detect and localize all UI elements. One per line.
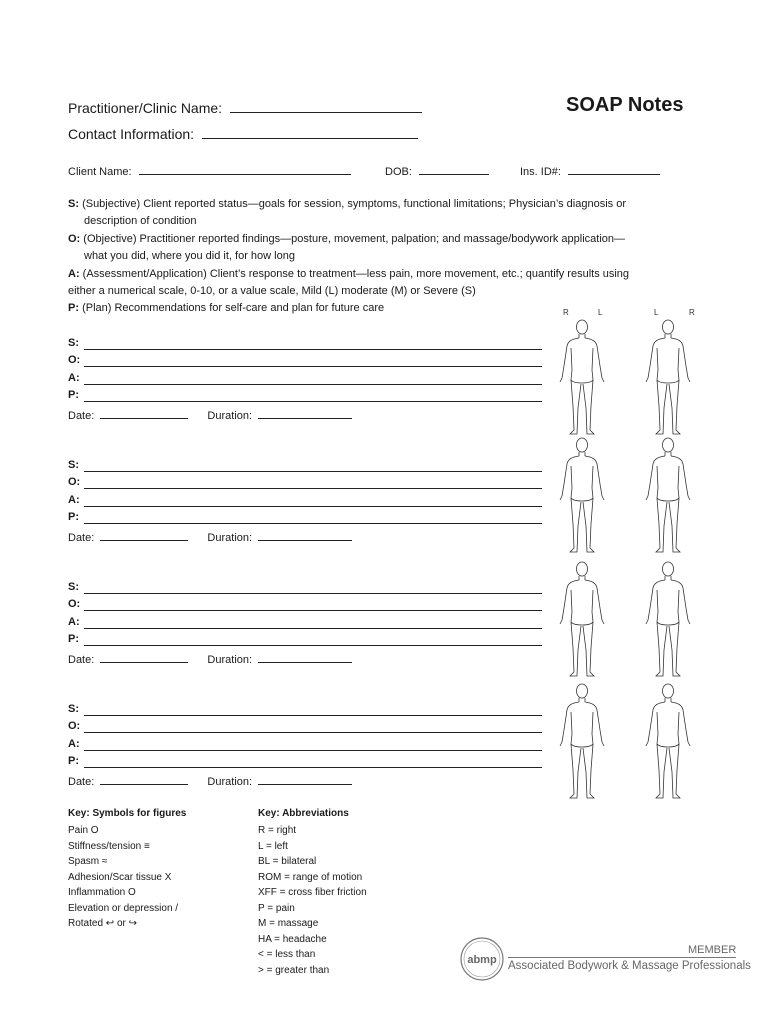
entry-s: S: xyxy=(68,581,79,593)
entry-p-line[interactable] xyxy=(84,766,542,768)
key-abbrev-item: > = greater than xyxy=(258,964,330,976)
date-duration-row xyxy=(68,651,352,666)
body-figure-front[interactable] xyxy=(552,682,612,802)
key-symbol-item: Elevation or depression / xyxy=(68,902,179,914)
desc-a: A: (Assessment/Application) Client’s response to treatment—less pain, more movement, etc.; quantify results using xyxy=(68,267,630,280)
date-duration-row xyxy=(68,773,352,788)
abmp-logo-text: abmp xyxy=(467,954,497,966)
client-field[interactable] xyxy=(139,163,351,175)
entry-p: P: xyxy=(68,755,79,767)
desc-a-cont: either a numerical scale, 0-10, or a value scale, Mild (L) moderate (M) or Severe (S) xyxy=(68,285,476,298)
entry-s: S: xyxy=(68,703,79,715)
figure-label-front-l: L xyxy=(598,308,603,317)
figure-label-front-r: R xyxy=(563,308,569,317)
duration-label: Duration: xyxy=(207,410,253,422)
entry-a: A: xyxy=(68,738,80,750)
date-field[interactable] xyxy=(100,407,188,419)
practitioner-label: Practitioner/Clinic Name: xyxy=(68,100,223,116)
date-field[interactable] xyxy=(100,651,188,663)
key-abbrev-item: ROM = range of motion xyxy=(258,871,363,883)
entry-o: O: xyxy=(68,354,81,366)
key-abbrev-item: HA = headache xyxy=(258,933,327,945)
entry-a-line[interactable] xyxy=(84,627,542,629)
footer-rule xyxy=(508,957,736,958)
client-label: Client Name: xyxy=(68,166,132,178)
member-label: MEMBER xyxy=(688,944,737,956)
desc-o: O: (Objective) Practitioner reported findings—posture, movement, palpation; and massage/bodywork application— xyxy=(68,232,626,245)
body-figure-back[interactable] xyxy=(638,682,698,802)
key-abbrev-item: < = less than xyxy=(258,949,316,960)
body-figure-back[interactable] xyxy=(638,436,698,556)
duration-field[interactable] xyxy=(258,651,352,663)
key-symbol-item: Spasm ≈ xyxy=(68,856,108,867)
entry-s: S: xyxy=(68,337,79,349)
entry-p-line[interactable] xyxy=(84,644,542,646)
figure-label-back-l: L xyxy=(654,308,659,317)
entry-o: O: xyxy=(68,598,81,610)
entry-s-line[interactable] xyxy=(84,470,542,472)
ins-row xyxy=(520,163,660,178)
key-abbrev-item: M = massage xyxy=(258,918,319,929)
body-figure-front[interactable] xyxy=(552,318,612,438)
body-figure-back[interactable] xyxy=(638,560,698,680)
key-symbol-item: Stiffness/tension ≡ xyxy=(68,840,150,852)
key-symbol-item: Rotated ↩ or ↪ xyxy=(68,918,138,929)
key-abbrev-item: R = right xyxy=(258,825,297,836)
contact-row xyxy=(68,124,418,142)
entry-a: A: xyxy=(68,616,80,628)
dob-label: DOB: xyxy=(385,166,412,178)
desc-s: S: (Subjective) Client reported status—goals for session, symptoms, functional limitations; Physician’s diagnosis or xyxy=(68,198,626,210)
entry-o-line[interactable] xyxy=(84,487,542,489)
key-abbrev-item: L = left xyxy=(258,840,288,852)
body-figure-front[interactable] xyxy=(552,436,612,556)
entry-o-line[interactable] xyxy=(84,731,542,733)
entry-a: A: xyxy=(68,494,80,506)
key-symbols xyxy=(68,808,186,932)
date-label: Date: xyxy=(68,410,95,422)
entry-a-line[interactable] xyxy=(84,749,542,751)
key-symbols-heading: Key: Symbols for figures xyxy=(68,808,187,819)
date-duration-row xyxy=(68,407,352,422)
dob-field[interactable] xyxy=(419,163,489,175)
desc-s-cont: description of condition xyxy=(84,215,197,228)
date-label: Date: xyxy=(68,532,95,544)
key-abbreviations xyxy=(258,808,367,978)
client-row xyxy=(68,163,351,178)
practitioner-field[interactable] xyxy=(230,98,422,113)
organization-name: Associated Bodywork & Massage Professionals xyxy=(508,960,751,972)
entry-p: P: xyxy=(68,633,79,645)
entry-a-line[interactable] xyxy=(84,383,542,385)
entry-o: O: xyxy=(68,720,81,732)
entry-p-line[interactable] xyxy=(84,400,542,402)
soap-descriptions xyxy=(68,196,678,318)
ins-label: Ins. ID#: xyxy=(520,166,561,178)
key-abbrev-item: XFF = cross fiber friction xyxy=(258,887,367,898)
ins-field[interactable] xyxy=(568,163,660,175)
date-label: Date: xyxy=(68,776,95,788)
entry-s: S: xyxy=(68,459,79,471)
desc-o-cont: what you did, where you did it, for how long xyxy=(84,250,295,263)
duration-label: Duration: xyxy=(207,654,253,666)
duration-field[interactable] xyxy=(258,773,352,785)
duration-field[interactable] xyxy=(258,529,352,541)
duration-label: Duration: xyxy=(207,776,253,788)
date-duration-row xyxy=(68,529,352,544)
entry-s-line[interactable] xyxy=(84,348,542,350)
key-abbrev-item: P = pain xyxy=(258,902,295,914)
key-symbol-item: Inflammation O xyxy=(68,887,136,898)
entry-o-line[interactable] xyxy=(84,365,542,367)
figure-label-back-r: R xyxy=(689,308,695,317)
entry-s-line[interactable] xyxy=(84,592,542,594)
entry-s-line[interactable] xyxy=(84,714,542,716)
entry-p-line[interactable] xyxy=(84,522,542,524)
duration-label: Duration: xyxy=(207,532,253,544)
entry-p: P: xyxy=(68,511,79,523)
key-abbrev-heading: Key: Abbreviations xyxy=(258,808,349,819)
key-symbol-item: Pain O xyxy=(68,825,99,836)
date-field[interactable] xyxy=(100,773,188,785)
entry-a: A: xyxy=(68,372,80,384)
entry-a-line[interactable] xyxy=(84,505,542,507)
entry-o: O: xyxy=(68,476,81,488)
dob-row xyxy=(385,163,489,178)
date-label: Date: xyxy=(68,654,95,666)
date-field[interactable] xyxy=(100,529,188,541)
entry-p: P: xyxy=(68,389,79,401)
page-title: SOAP Notes xyxy=(566,94,684,116)
entry-o-line[interactable] xyxy=(84,609,542,611)
key-abbrev-item: BL = bilateral xyxy=(258,856,317,867)
practitioner-row xyxy=(68,98,422,116)
abmp-logo xyxy=(459,936,505,982)
body-figure-front[interactable] xyxy=(552,560,612,680)
contact-label: Contact Information: xyxy=(68,126,195,142)
contact-field[interactable] xyxy=(202,124,418,139)
duration-field[interactable] xyxy=(258,407,352,419)
desc-p: P: (Plan) Recommendations for self-care and plan for future care xyxy=(68,302,385,315)
body-figure-back[interactable] xyxy=(638,318,698,438)
key-symbol-item: Adhesion/Scar tissue X xyxy=(68,871,172,883)
